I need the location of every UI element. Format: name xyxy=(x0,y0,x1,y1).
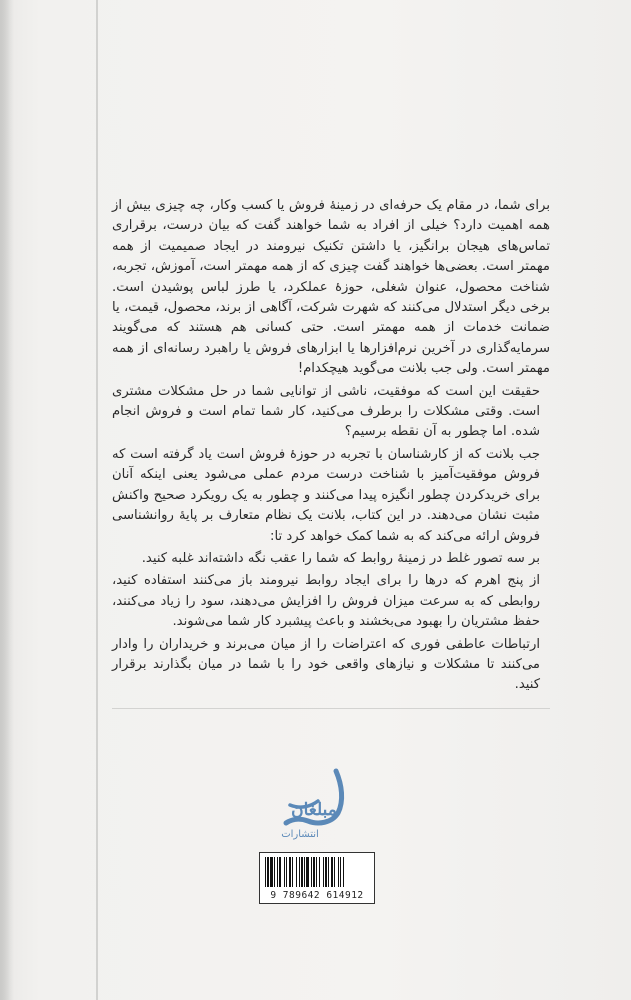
barcode-bar xyxy=(319,857,320,887)
barcode-bar xyxy=(270,857,273,887)
blurb-bullet-1: بر سه تصور غلط در زمینهٔ روابط که شما را عقب نگه داشته‌اند غلبه کنید. xyxy=(141,550,540,566)
barcode-bars xyxy=(264,857,369,887)
barcode-bar xyxy=(277,857,278,887)
blurb-bullet-2: از پنج اهرم که درها را برای ایجاد روابط نیرومند باز می‌کنند استفاده کنید، روابطی که به سرعت میزان فروش را افزایش می‌دهند، سود را زیاد می‌کنند، حفظ مشتریان را بهبود می‌بخشند و باعث پیشبرد کار شما می‌شوند. xyxy=(112,573,540,630)
barcode-bar xyxy=(301,857,303,887)
blurb-paragraph-1: برای شما، در مقام یک حرفه‌ای در زمینهٔ فروش یا کسب وکار، چه چیزی بیش از همه اهمیت دارد؟ خیلی از افراد به شما خواهند گفت که بیان درست، برقراری تماس‌های هیجان برانگیز، یا داشتن تکنیک نیرومند در ایجاد صمیمیت از همه مهمتر است. بعضی‌ها خواهند گفت چیزی که از همه مهمتر است، آموزش، تجربه، شناخت محصول، عنوان شغلی، حوزهٔ عملکرد، یا طرز لباس پوشیدن است. برخی دیگر استدلال می‌کنند که شهرت شرکت، آگاهی از برند، محصول، قیمت، یا ضمانت خدمات از همه مهمتر است. حتی کسانی هم هستند که می‌گویند سرمایه‌گذاری در آخرین نرم‌افزارها یا ابزارهای فروش یا راهبرد رسانه‌ای از همه مهمتر است. ولی جب بلانت می‌گوید هیچکدام! xyxy=(112,198,550,377)
barcode-bar xyxy=(316,857,317,887)
barcode-bar xyxy=(311,857,312,887)
publisher-logo-mark xyxy=(270,765,358,845)
barcode-bar xyxy=(296,857,297,887)
barcode xyxy=(259,852,375,904)
blurb-text xyxy=(112,196,550,698)
publisher-label: انتشارات xyxy=(281,829,319,840)
barcode-bar xyxy=(299,857,300,887)
publisher-name: مبلغان xyxy=(291,800,337,820)
barcode-bar xyxy=(325,857,327,887)
barcode-bar xyxy=(267,857,269,887)
barcode-bar xyxy=(343,857,344,887)
barcode-bar xyxy=(265,857,266,887)
barcode-bar xyxy=(313,857,315,887)
blurb-bullet-3: ارتباطات عاطفی فوری که اعتراضات را از میان می‌برند و خریداران را وادار می‌کنند تا مشکلات و نیازهای واقعی خود را با شما در میان بگذارند برقرار کنید. xyxy=(112,636,540,693)
divider xyxy=(112,708,550,709)
isbn-number: 9 789642 614912 xyxy=(270,890,364,901)
barcode-bar xyxy=(306,857,309,887)
spine-fold-line xyxy=(96,0,98,1000)
barcode-bar xyxy=(286,857,287,887)
barcode-bar xyxy=(323,857,324,887)
blurb-paragraph-3: جب بلانت که از کارشناسان با تجربه در حوزهٔ فروش است یاد گرفته است که فروش موفقیت‌آمیز با شناخت درست مردم عملی می‌شود یعنی اینکه آنان برای خریدکردن چطور انگیزه پیدا می‌کنند و چطور به یک رویکرد صحیح واکنش مثبت نشان می‌دهند. در این کتاب، بلانت یک نظام متعارف بر پایهٔ روانشناسی فروش ارائه می‌کند که به شما کمک خواهد کرد تا: xyxy=(112,446,540,544)
barcode-bar xyxy=(328,857,329,887)
barcode-bar xyxy=(289,857,291,887)
blurb-paragraph-2: حقیقت این است که موفقیت، ناشی از توانایی شما در حل مشکلات مشتری است. وقتی مشکلات را برطرف می‌کنید، کار شما تمام است و فروش انجام شده. اما چطور به آن نقطه برسیم؟ xyxy=(112,383,540,440)
barcode-bar xyxy=(304,857,305,887)
barcode-bar xyxy=(279,857,281,887)
barcode-bar xyxy=(284,857,285,887)
barcode-bar xyxy=(338,857,339,887)
barcode-bar xyxy=(334,857,335,887)
publisher-logo xyxy=(270,765,358,845)
barcode-graphic xyxy=(264,857,369,887)
barcode-bar xyxy=(292,857,293,887)
barcode-bar xyxy=(340,857,341,887)
spine-shadow xyxy=(0,0,14,1000)
barcode-bar xyxy=(331,857,333,887)
barcode-bar xyxy=(274,857,275,887)
